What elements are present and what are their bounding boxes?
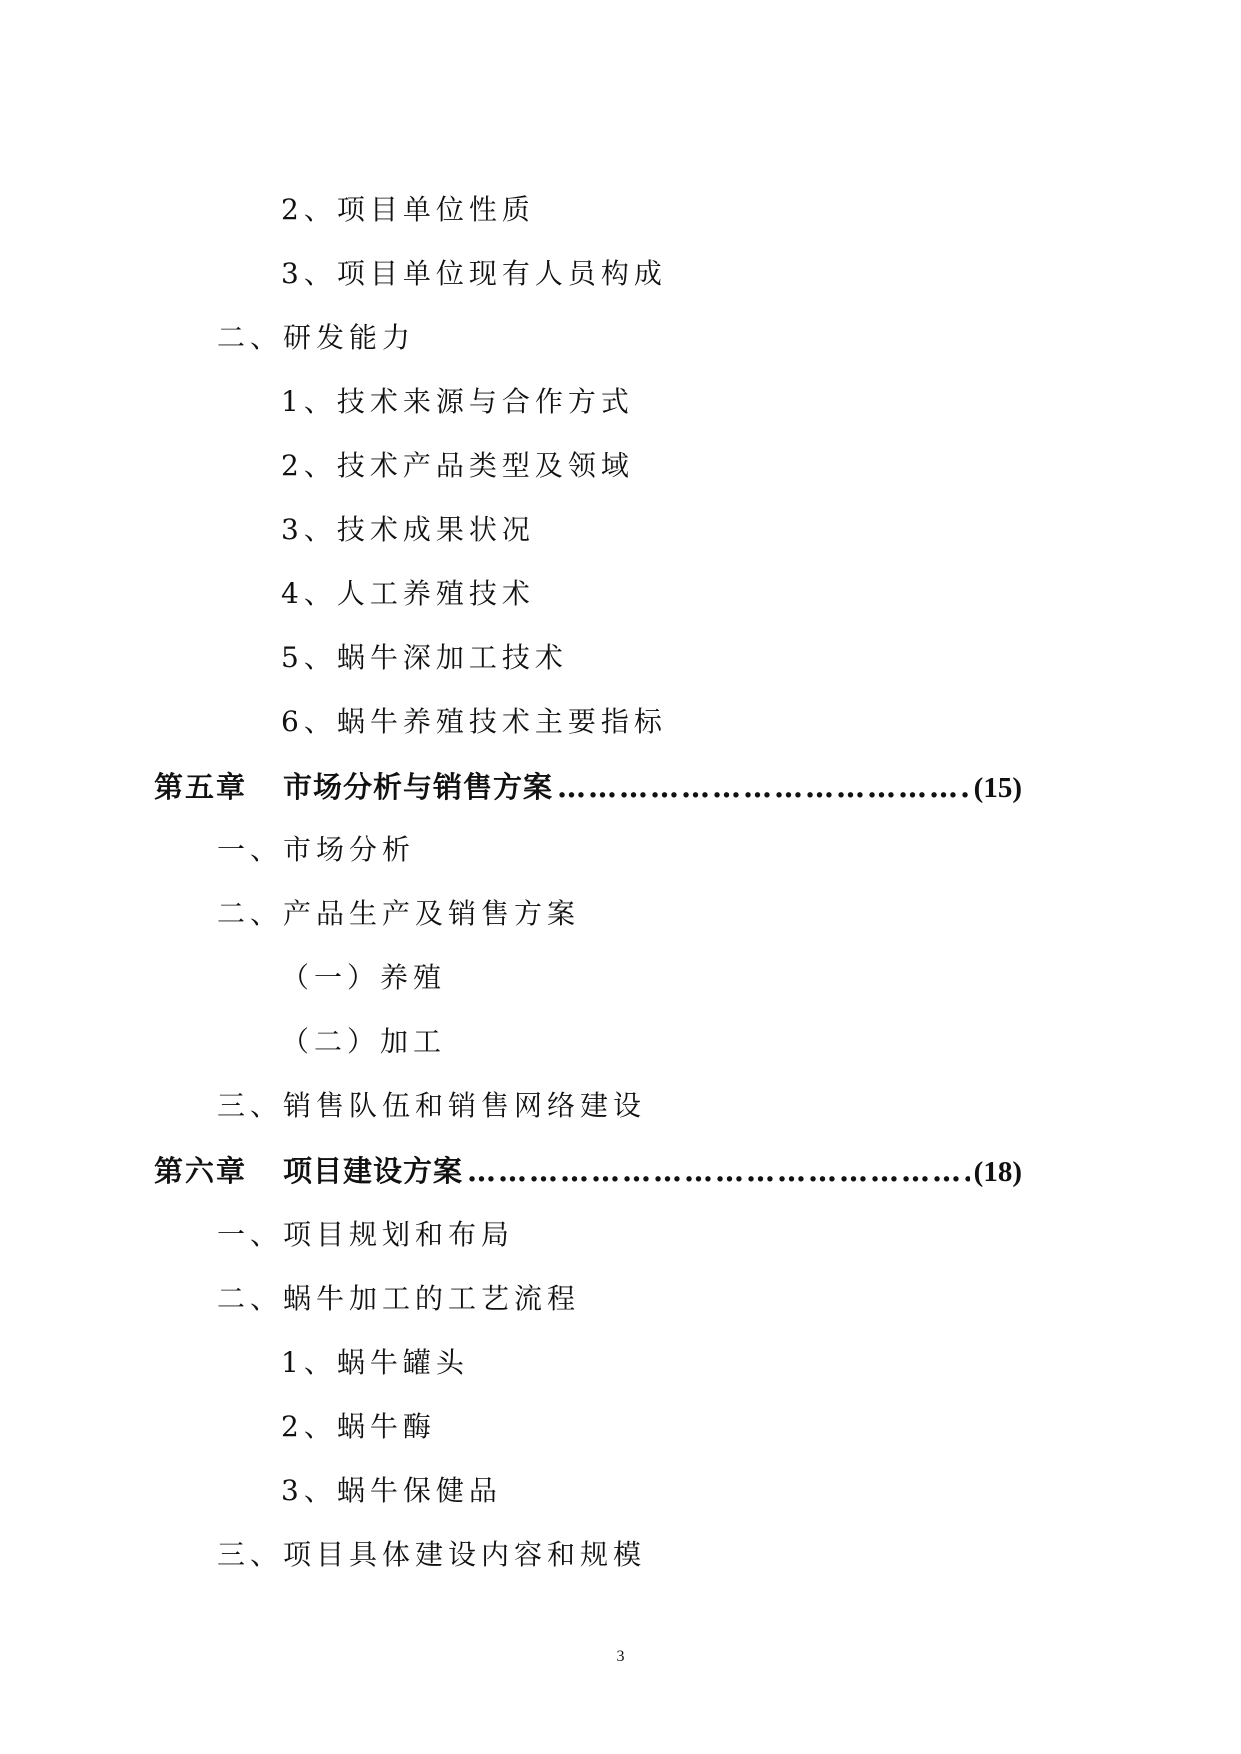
toc-section: 一、项目规划和布局 — [217, 1218, 515, 1251]
toc-entry: 4、人工养殖技术 — [281, 577, 535, 610]
dot-leader — [467, 1152, 970, 1190]
toc-entry: 3、技术成果状况 — [281, 513, 535, 546]
toc-entry: （一）养殖 — [281, 961, 447, 994]
toc-entry: 2、技术产品类型及领域 — [281, 449, 634, 482]
chapter-page-ref: (18) — [973, 1156, 1022, 1188]
toc-entry: 3、蜗牛保健品 — [281, 1474, 502, 1507]
toc-entry: 6、蜗牛养殖技术主要指标 — [281, 705, 667, 738]
toc-entry: 1、蜗牛罐头 — [281, 1346, 469, 1379]
dot-leader — [557, 768, 970, 806]
toc-entry: （二）加工 — [281, 1025, 447, 1058]
chapter-number: 第六章 — [154, 1154, 248, 1188]
chapter-page-ref: (15) — [973, 772, 1022, 804]
toc-chapter-5 — [154, 768, 1022, 807]
toc-section: 二、研发能力 — [217, 321, 416, 354]
toc-section: 二、蜗牛加工的工艺流程 — [217, 1282, 581, 1315]
toc-chapter-6 — [154, 1152, 1022, 1191]
chapter-title: 市场分析与销售方案 — [283, 770, 554, 804]
chapter-title: 项目建设方案 — [283, 1154, 464, 1188]
toc-section: 三、销售队伍和销售网络建设 — [217, 1089, 647, 1122]
toc-entry: 1、技术来源与合作方式 — [281, 385, 634, 418]
toc-section: 一、市场分析 — [217, 833, 416, 866]
toc-section: 二、产品生产及销售方案 — [217, 897, 581, 930]
chapter-number: 第五章 — [154, 770, 248, 804]
toc-entry: 5、蜗牛深加工技术 — [281, 641, 568, 674]
toc-entry: 2、项目单位性质 — [281, 193, 535, 226]
page-number: 3 — [616, 1648, 625, 1665]
toc-section: 三、项目具体建设内容和规模 — [217, 1538, 647, 1571]
toc-entry: 3、项目单位现有人员构成 — [281, 257, 667, 290]
toc-entry: 2、蜗牛酶 — [281, 1410, 436, 1443]
